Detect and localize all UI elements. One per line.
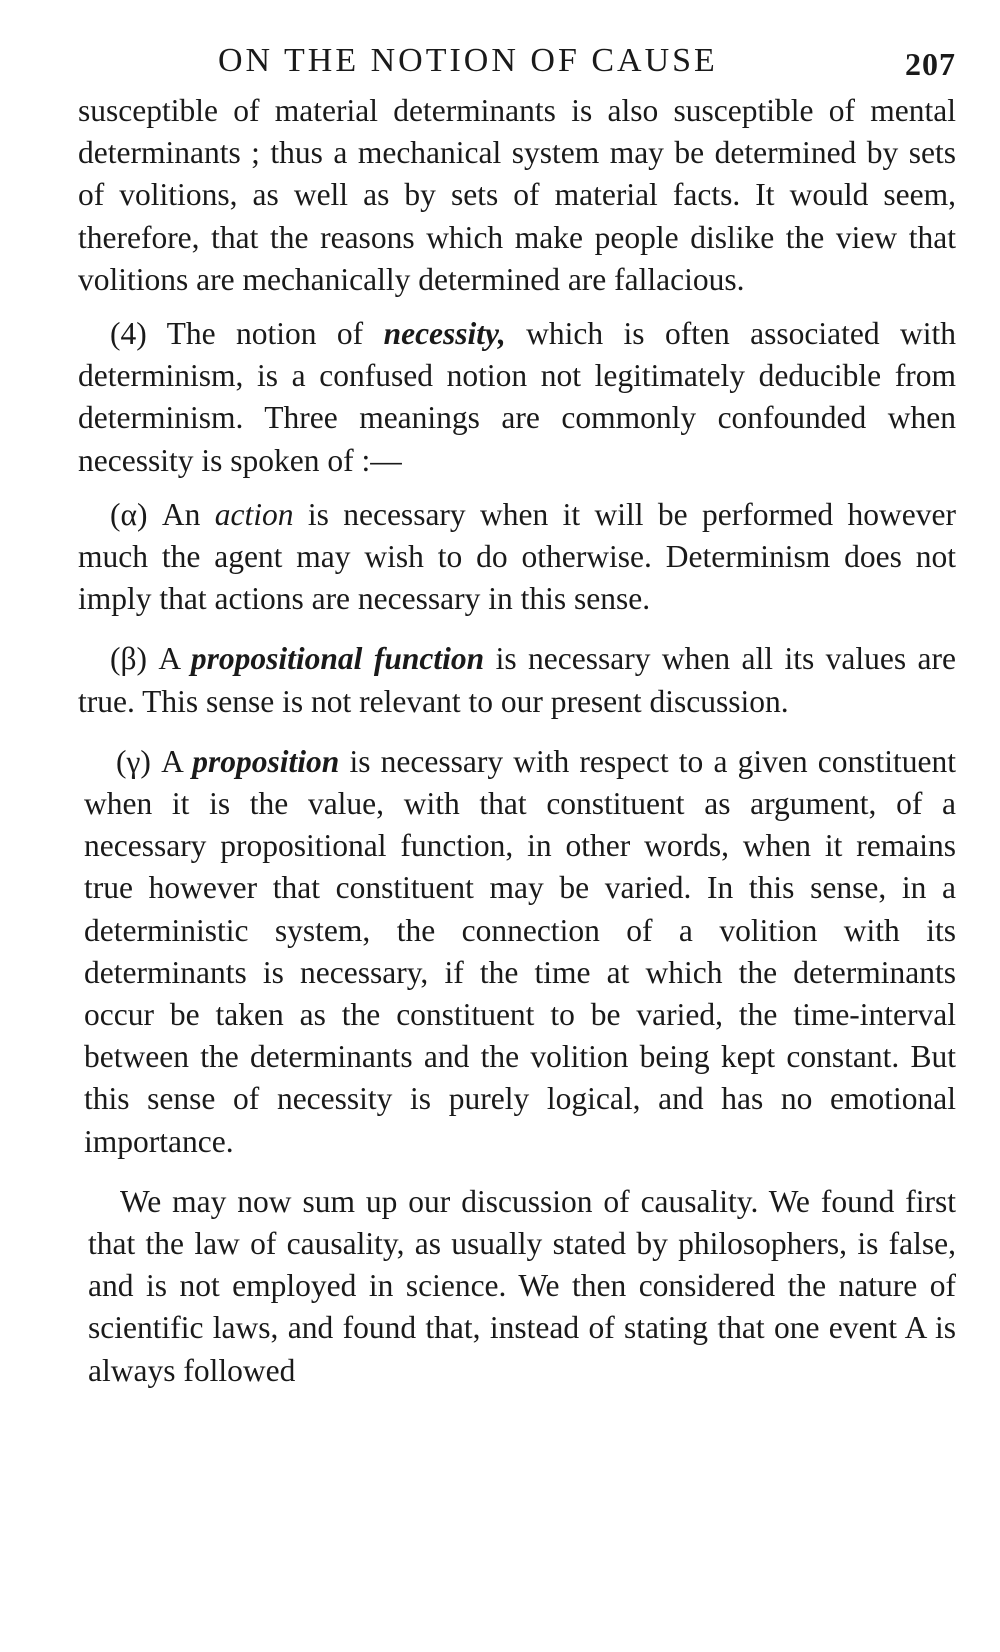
term-necessity: necessity,: [383, 316, 506, 352]
paragraph-necessity-body: which is often associated with determinism, is a confused notion not legitimately deducible from determinism. Three meanings are commonly confounded when necessity is spoken of :—: [78, 316, 956, 478]
paragraph-necessity-lead: (4) The notion of: [110, 316, 384, 352]
term-propositional-function: propositional function: [190, 641, 485, 677]
paragraph-gamma-lead: (γ) A: [116, 743, 193, 779]
paragraph-gamma-body: is necessary with respect to a given constituent when it is the value, with that constituent as argument, of a necessary propositional function, in other words, when it remains true however that constituent may be varied. In this sense, in a deterministic system, the connection of a volition with its determinants is necessary, if the time at which the determinants occur be taken as the constituent to be varied, the time-interval between the determinants and the volition being kept constant. But this sense of necessity is purely logical, and has no emotional importance.: [84, 743, 956, 1159]
term-action: action: [214, 496, 294, 532]
chapter-title: ON THE NOTION OF CAUSE: [218, 42, 718, 79]
paragraph-continuation: susceptible of material determinants is also susceptible of mental determinants ; thus a mechanical system may be determined by sets of volitions, as well as by sets of material facts. It would seem, therefore, that the reasons which make people dislike the view that volitions are mechanically determined are fallacious.: [78, 93, 956, 297]
paragraph-gamma: [78, 741, 956, 1163]
paragraph-beta-lead: (β) A: [110, 641, 191, 677]
paragraph-alpha: [78, 494, 956, 621]
paragraph-alpha-body: is necessary when it will be performed however much the agent may wish to do otherwise. Determinism does not imply that actions are necessary in this sense.: [78, 496, 957, 617]
paragraph-alpha-lead: (α) An: [110, 496, 215, 532]
book-page: [78, 38, 956, 1392]
paragraph-necessity: [78, 313, 956, 482]
paragraph-summary: We may now sum up our discussion of causality. We found first that the law of causality, as usually stated by philosophers, is false, and is not employed in science. We then considered the nature of scientific laws, and found that, instead of stating that one event A is always followed: [88, 1183, 956, 1388]
term-proposition: proposition: [192, 743, 340, 779]
paragraph-beta-body: is necessary when all its values are true. This sense is not relevant to our present discussion.: [78, 641, 957, 719]
paragraph-beta: [78, 638, 956, 722]
running-head: [78, 38, 956, 90]
page-number: 207: [905, 46, 956, 82]
